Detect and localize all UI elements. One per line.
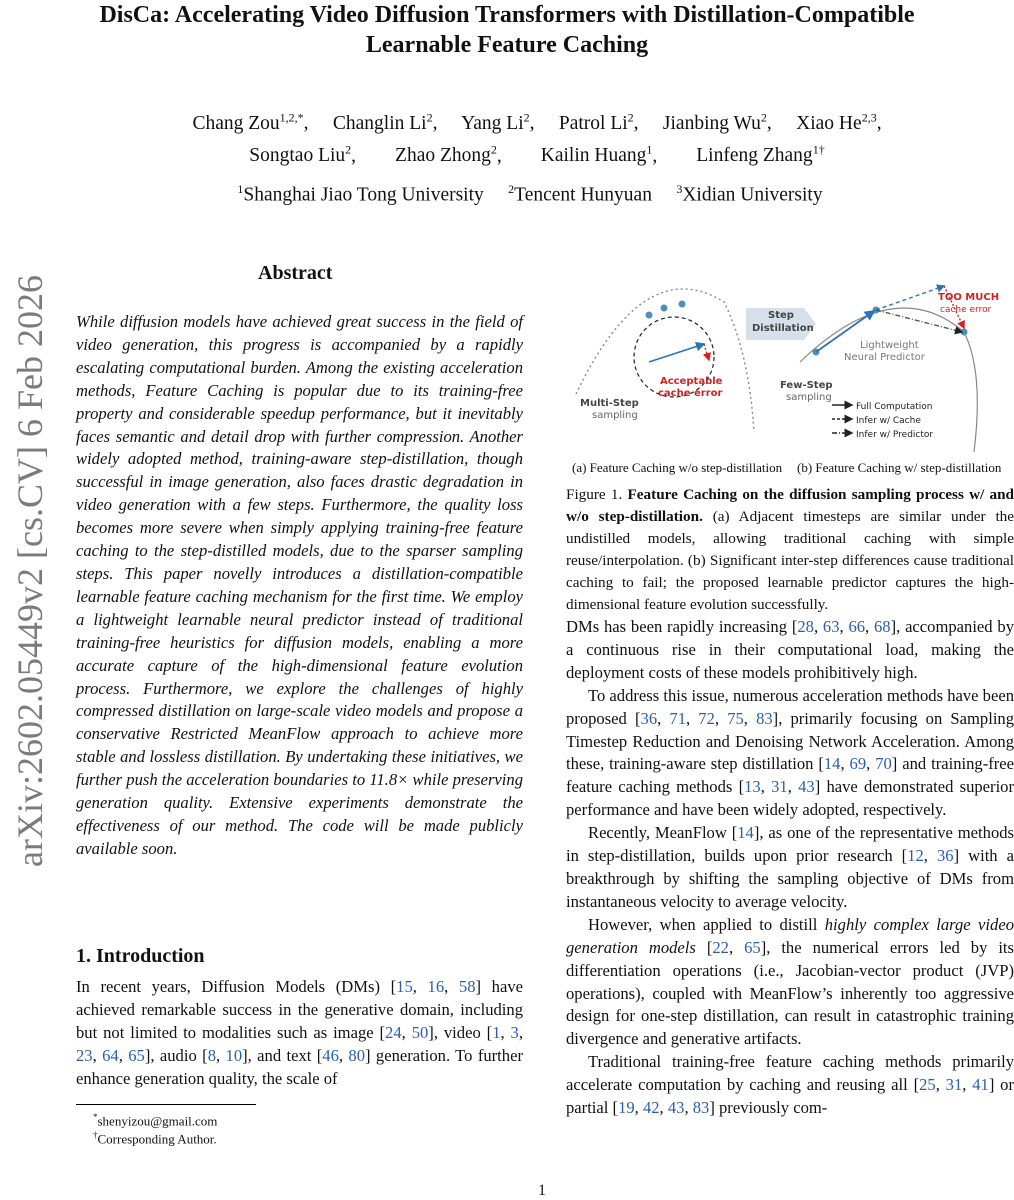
label-cache-error-a: cache error [658, 388, 723, 399]
citation-link[interactable]: 46 [322, 1045, 339, 1065]
legend-cache: Infer w/ Cache [856, 416, 921, 426]
citation-link[interactable]: 75 [727, 708, 744, 728]
author: Linfeng Zhang$^{1\dagger}$ [696, 142, 825, 166]
cache-arrow [649, 344, 704, 362]
citation-link[interactable]: 69 [849, 754, 867, 774]
citation-link[interactable]: 14 [823, 754, 841, 774]
citation-link[interactable]: 71 [669, 708, 686, 728]
abstract-heading: Abstract [258, 262, 333, 284]
paragraph: DMs has been rapidly increasing [28, 63, 66, 68], accompanied by a continuous rise in their computational load, making the deployment costs of these models prohibitively high. [566, 617, 1014, 682]
label-neural-predictor: Neural Predictor [844, 352, 925, 363]
intro-paragraph: In recent years, Diffusion Models (DMs) [15, 16, 58] have achieved remarkable success in the generative domain, including but not limited to modalities such as image [24, 50], video [1, 3, 23, 64, 65], audio [8, 10], and text [46, 80] generation. To further enhance generation quality, the scale of [76, 977, 523, 1088]
citation-link[interactable]: 41 [972, 1075, 989, 1095]
citation-link[interactable]: 13 [744, 777, 761, 797]
citation-link[interactable]: 31 [771, 777, 788, 797]
label-distillation: Distillation [752, 323, 814, 334]
footnote-email: *shenyizou@gmail.com [93, 1112, 218, 1129]
citation-link[interactable]: 10 [225, 1045, 243, 1065]
paragraph: To address this issue, numerous acceleration methods have been proposed [36, 71, 72, 75, 83], primarily focusing on Sampling Timestep Reduction and Denoising Network Acceleration. Among these, training-aware step distillation [14, 69, 70] and training-free feature caching methods [13, 31, 43] have demonstrated superior performance and have been widely adopted, respectively. [566, 685, 1014, 820]
label-too-much: TOO MUCH [938, 292, 1000, 303]
page-number: 1 [538, 1182, 546, 1199]
citation-link[interactable]: 19 [618, 1098, 635, 1118]
timestep-node [661, 305, 668, 312]
citation-link[interactable]: 83 [756, 708, 773, 728]
label-sampling-b: sampling [786, 392, 832, 403]
timestep-node [679, 301, 686, 308]
citation-link[interactable]: 28 [797, 617, 814, 636]
citation-link[interactable]: 3 [510, 1022, 519, 1042]
arxiv-stamp: arXiv:2602.05449v2 [cs.CV] 6 Feb 2026 [10, 275, 50, 867]
subcaption-a: (a) Feature Caching w/o step-distillation [572, 460, 783, 475]
right-column-text [566, 616, 1014, 1120]
citation-link[interactable]: 43 [798, 777, 815, 797]
figure-1-caption: Figure 1. Feature Caching on the diffusion sampling process w/ and w/o step-distillation. (a) Adjacent timesteps are similar under the undistilled models, allowing traditional caching with simple reuse/interpolation. (b) Significant inter-step differences cause traditional caching to fail; the proposed learnable predictor captures the high-dimensional feature evolution successfully. [566, 486, 1014, 613]
citation-link[interactable]: 31 [945, 1075, 963, 1095]
abstract-text: While diffusion models have achieved great success in the field of video generation, this progress is accompanied by a rapidly escalating computational burden. Among the existing acceleration methods, Feature Caching is popular due to its training-free property and considerable speedup performance, but it inevitably faces semantic and detail drop with further compression. Another widely adopted method, training-aware step-distillation, though successful in image generation, also faces drastic degradation in video generation with a few steps. Furthermore, the quality loss becomes more severe when simply applying training-free feature caching to the step-distilled models, due to the sparser sampling steps. This paper novelly introduces a distillation-compatible learnable feature caching mechanism for the first time. We employ a lightweight learnable neural predictor instead of traditional training-free heuristics for diffusion models, enabling a more accurate capture of the high-dimensional feature evolution process. Furthermore, we explore the challenges of highly compressed distillation on large-scale video models and propose a conservative Restricted MeanFlow approach to achieve more stable and lossless distillation. By undertaking these initiatives, we further push the acceleration boundaries to 11.8× while preserving generation quality. Extensive experiments demonstrate the effectiveness of our method. The code will be made publicly available soon. [76, 312, 523, 858]
citation-link[interactable]: 65 [744, 937, 761, 957]
citation-link[interactable]: 43 [667, 1098, 685, 1118]
citation-link[interactable]: 24 [385, 1022, 402, 1042]
cache-arrow-b [876, 286, 944, 310]
citation-link[interactable]: 83 [692, 1098, 710, 1118]
citation-link[interactable]: 8 [207, 1045, 216, 1065]
label-few-step: Few-Step [780, 380, 833, 391]
citation-link[interactable]: 65 [128, 1045, 145, 1065]
paragraph: Traditional training-free feature caching methods primarily accelerate computation by caching and reusing all [25, 31, 41] or partial [19, 42, 43, 83] previously com- [566, 1052, 1014, 1118]
citation-link[interactable]: 36 [640, 708, 658, 728]
citation-link[interactable]: 72 [698, 708, 715, 728]
citation-link[interactable]: 80 [348, 1045, 366, 1065]
error-arrow [704, 344, 709, 360]
affiliations: $^1$Shanghai Jiao Tong University $^2$Tencent Hunyuan $^3$Xidian University [237, 182, 823, 206]
figure-1-diagram [564, 282, 1014, 454]
label-step: Step [768, 310, 794, 321]
author: Changlin Li$^2$ [332, 110, 433, 134]
citation-link[interactable]: 1 [492, 1022, 501, 1042]
citation-link[interactable]: 15 [396, 977, 413, 996]
author: Zhao Zhong$^2$ [395, 142, 497, 166]
title-line-1: DisCa: Accelerating Video Diffusion Transformers with Distillation-Compatible [99, 2, 915, 28]
label-lightweight: Lightweight [860, 340, 919, 351]
title-line-2: Learnable Feature Caching [365, 32, 649, 58]
citation-link[interactable]: 16 [427, 977, 445, 996]
author-list [60, 104, 1014, 169]
label-cache-error-b: cache error [940, 305, 992, 315]
citation-link[interactable]: 50 [411, 1022, 429, 1042]
timestep-node [646, 312, 653, 319]
author: Patrol Li$^2$ [558, 110, 634, 134]
citation-link[interactable]: 66 [848, 617, 866, 636]
legend-pred: Infer w/ Predictor [856, 430, 934, 440]
author: Chang Zou$^{1,2,*}$ [192, 110, 304, 134]
citation-link[interactable]: 63 [822, 617, 840, 636]
label-sampling-a: sampling [592, 410, 638, 421]
legend-full: Full Computation [856, 402, 933, 412]
citation-link[interactable]: 23 [76, 1045, 93, 1065]
citation-link[interactable]: 36 [936, 846, 954, 866]
author: Yang Li$^2$ [461, 110, 530, 134]
citation-link[interactable]: 68 [874, 617, 891, 636]
author: Kailin Huang$^1$ [540, 142, 653, 166]
citation-link[interactable]: 42 [642, 1098, 660, 1118]
footnote-rule [76, 1104, 256, 1105]
paragraph: Recently, MeanFlow [14], as one of the representative methods in step-distillation, builds upon prior research [12, 36] with a breakthrough by shifting the sampling objective of DMs from instantaneous velocity to average velocity. [566, 823, 1014, 911]
author-row-2: Songtao Liu$^2$, Zhao Zhong$^2$, Kailin Huang$^1$, Linfeng Zhang$^{1\dagger}$ [249, 142, 825, 166]
section-heading-introduction: 1. Introduction [76, 945, 205, 967]
author: Songtao Liu$^2$ [249, 142, 352, 166]
footnote-corresponding: †Corresponding Author. [93, 1130, 217, 1147]
label-multi-step: Multi-Step [580, 398, 639, 409]
citation-link[interactable]: 70 [875, 754, 892, 774]
citation-link[interactable]: 22 [712, 937, 729, 957]
citation-link[interactable]: 25 [919, 1075, 936, 1095]
paper-title [0, 0, 1014, 60]
citation-link[interactable]: 64 [102, 1045, 119, 1065]
author-row-1: Chang Zou$^{1,2,*}$, Changlin Li$^2$, Yang Li$^2$, Patrol Li$^2$, Jianbing Wu$^2$, Xiao He$^{2,3}$, [192, 110, 882, 134]
citation-link[interactable]: 58 [458, 977, 476, 996]
timestep-node [961, 329, 968, 336]
author: Jianbing Wu$^2$ [662, 110, 767, 134]
subcaption-b: (b) Feature Caching w/ step-distillation [797, 460, 1002, 475]
citation-link[interactable]: 12 [907, 846, 924, 866]
author: Xiao He$^{2,3}$ [796, 110, 877, 134]
paragraph: However, when applied to distill highly complex large video generation models [22, 65], the numerical errors led by its differentiation operations (i.e., Jacobian-vector product (JVP) operations), coupled with MeanFlow’s inherently too aggressive design for one-step distillation, can result in catastrophic training divergence and generative artifacts. [566, 914, 1014, 1049]
citation-link[interactable]: 14 [737, 823, 754, 843]
label-acceptable: Acceptable [660, 376, 723, 387]
